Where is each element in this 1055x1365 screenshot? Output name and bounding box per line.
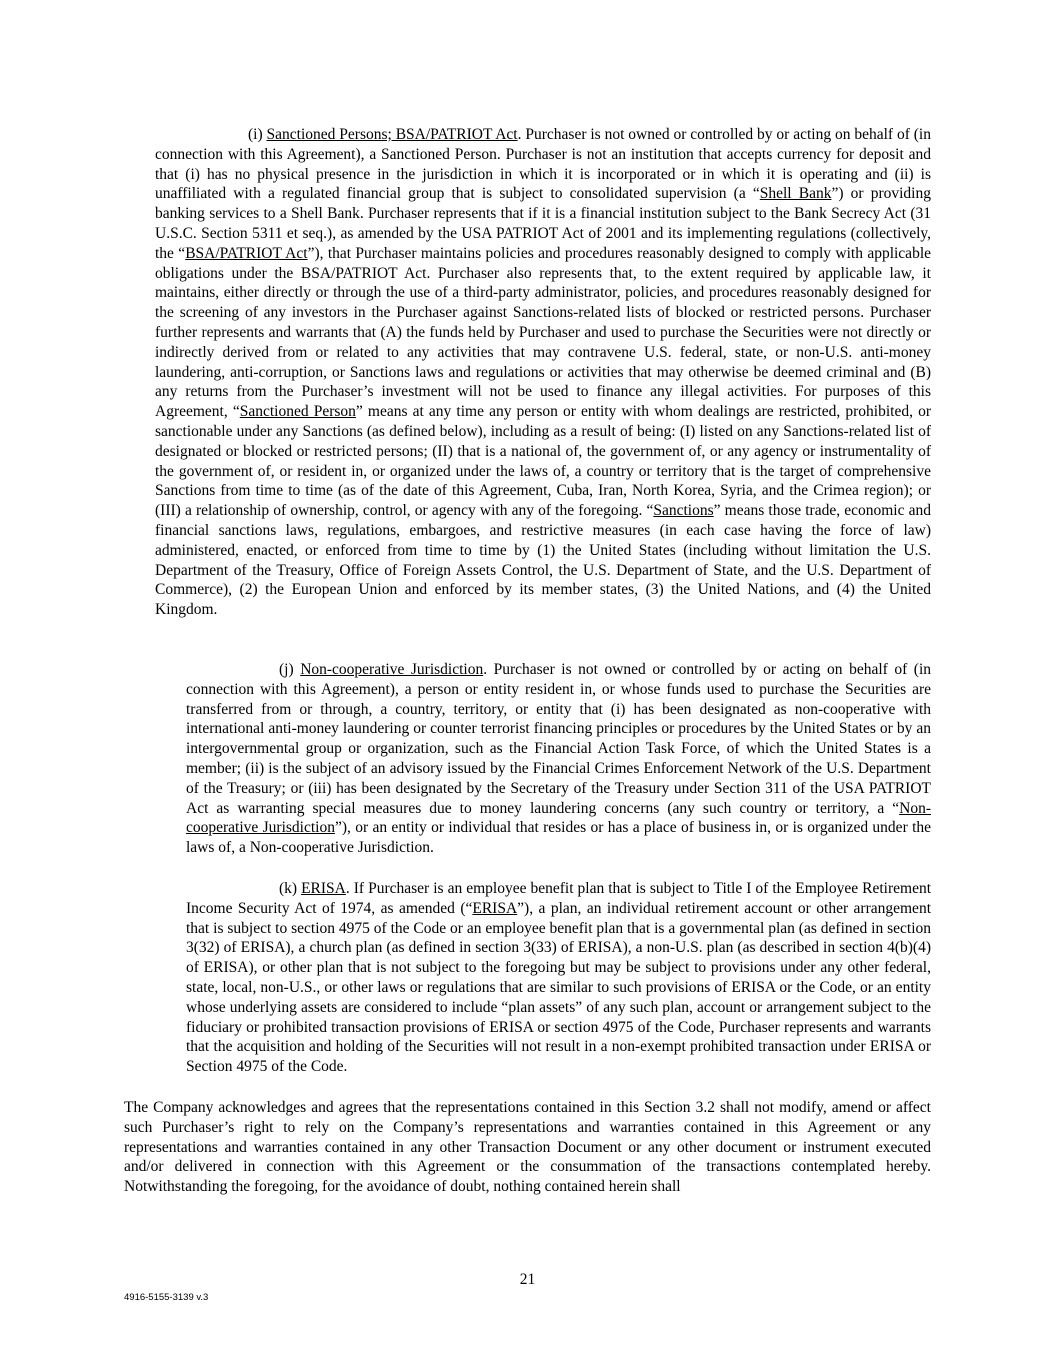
document-id: 4916-5155-3139 v.3 <box>124 1292 209 1303</box>
section-k-label: (k) <box>279 880 298 897</box>
section-k-heading: ERISA <box>301 880 346 897</box>
page-number: 21 <box>519 1271 536 1288</box>
section-i-text-4: ” means at any time any person or entity with whom dealings are restricted, prohibited, or sanctionable under any Sanctions (as defined below), including as a result of being: (I) listed on any Sanctions-related list of designated or blocked or restricted persons; (II) that is a national of, the government of, or any agency or instrumentality of the government of, or resident in, or organized under the laws of, a country or territory that is the target of comprehensive Sanctions from time to time (as of the date of this Agreement, Cuba, Iran, North Korea, Syria, and the Crimea region); or (III) a relationship of ownership, control, or agency with any of the foregoing. “ <box>155 403 931 520</box>
section-i-paragraph <box>155 125 931 620</box>
section-k-text-2: ”), a plan, an individual retirement account or other arrangement that is subject to section 4975 of the Code or an employee benefit plan that is a governmental plan (as defined in section 3(32) of ERISA), a church plan (as defined in section 3(33) of ERISA), a non-U.S. plan (as described in section 4(b)(4) of ERISA), or other plan that is not subject to the foregoing but may be subject to provisions under any other federal, state, local, non-U.S., or other laws or regulations that are similar to such provisions of ERISA or the Code, or an entity whose underlying assets are considered to include “plan assets” of any such plan, account or arrangement subject to the fiduciary or prohibited transaction provisions of ERISA or section 4975 of the Code, Purchaser represents and warrants that the acquisition and holding of the Securities will not result in a non-exempt prohibited transaction under ERISA or Section 4975 of the Code. <box>186 899 931 1076</box>
section-i-heading: Sanctioned Persons; BSA/PATRIOT Act <box>266 126 518 143</box>
section-k-text-1: . If Purchaser is an employee benefit plan that is subject to Title I of the Employee Retirement Income Security Act of 1974, as amended (“ <box>186 880 932 917</box>
section-j-heading: Non-cooperative Jurisdiction <box>300 661 484 678</box>
term-erisa: ERISA <box>472 899 518 917</box>
section-j-label: (j) <box>279 661 294 678</box>
section-i-text-5: ” means those trade, economic and financial sanctions laws, regulations, embargoes, and restrictive measures (in each case having the force of law) administered, enacted, or enforced from time to time by (1) the United States (including without limitation the U.S. Department of the Treasury, Office of Foreign Assets Control, the U.S. Department of State, and the U.S. Department of Commerce), (2) the European Union and enforced by its member states, (3) the United Nations, and (4) the United Kingdom. <box>155 502 931 619</box>
section-j-text-2: ”), or an entity or individual that resides or has a place of business in, or is organized under the laws of, a Non-cooperative Jurisdiction. <box>186 819 932 857</box>
section-i-text-1: . Purchaser is not owned or controlled by or acting on behalf of (in connection with this Agreement), a Sanctioned Person. Purchaser is not an institution that accepts currency for deposit and that (i) has no physical presence in the jurisdiction in which it is incorporated or in which it is operating and (ii) is unaffiliated with a regulated financial group that is subject to consolidated supervision (a “ <box>155 126 931 203</box>
section-k-paragraph <box>186 879 931 1077</box>
term-sanctions: Sanctions <box>653 502 714 520</box>
section-i-label: (i) <box>248 126 263 143</box>
section-j-paragraph <box>186 660 931 858</box>
closing-paragraph: The Company acknowledges and agrees that the representations contained in this Section 3.2 shall not modify, amend or affect such Purchaser’s right to rely on the Company’s representations and warranties contained in this Agreement or any representations and warranties contained in any other Transaction Document or any other document or instrument executed and/or delivered in connection with this Agreement or the consummation of the transactions contemplated hereby. Notwithstanding the foregoing, for the avoidance of doubt, nothing contained herein shall <box>124 1099 931 1196</box>
section-i-text-3: ”), that Purchaser maintains policies and procedures reasonably designed to comply with applicable obligations under the BSA/PATRIOT Act. Purchaser also represents that, to the extent required by applicable law, it maintains, either directly or through the use of a third-party administrator, policies, and procedures reasonably designed for the screening of any investors in the Purchaser against Sanctions-related lists of blocked or restricted persons. Purchaser further represents and warrants that (A) the funds held by Purchaser and used to purchase the Securities were not directly or indirectly derived from or related to any activities that may contravene U.S. federal, state, or non-U.S. anti-money laundering, anti-corruption, or Sanctions laws and regulations or activities that may otherwise be deemed criminal and (B) any returns from the Purchaser’s investment will not be used to finance any illegal activities. For purposes of this Agreement, “ <box>155 244 932 421</box>
section-i-text-2: ”) or providing banking services to a Shell Bank. Purchaser represents that if it is a financial institution subject to the Bank Secrecy Act (31 U.S.C. Section 5311 et seq.), as amended by the USA PATRIOT Act of 2001 and its implementing regulations (collectively, the “ <box>155 185 931 262</box>
term-bsa-patriot-act: BSA/PATRIOT Act <box>185 244 308 262</box>
term-non-cooperative-jurisdiction: Non-cooperative Jurisdiction <box>186 799 931 837</box>
term-shell-bank: Shell Bank <box>759 185 832 203</box>
section-j-text-1: . Purchaser is not owned or controlled by or acting on behalf of (in connection with this Agreement), a person or entity resident in, or whose funds used to purchase the Securities are transferred from or through, a country, territory, or entity that (i) has been designated as non-cooperative with international anti-money laundering or counter terrorist financing principles or procedures by the United States or by an intergovernmental group or organization, such as the Financial Action Task Force, of which the United States is a member; (ii) is the subject of an advisory issued by the Financial Crimes Enforcement Network of the U.S. Department of the Treasury; or (iii) has been designated by the Secretary of the Treasury under Section 311 of the USA PATRIOT Act as warranting special measures due to money laundering concerns (any such country or territory, a “ <box>186 661 931 817</box>
term-sanctioned-person: Sanctioned Person <box>239 403 356 421</box>
